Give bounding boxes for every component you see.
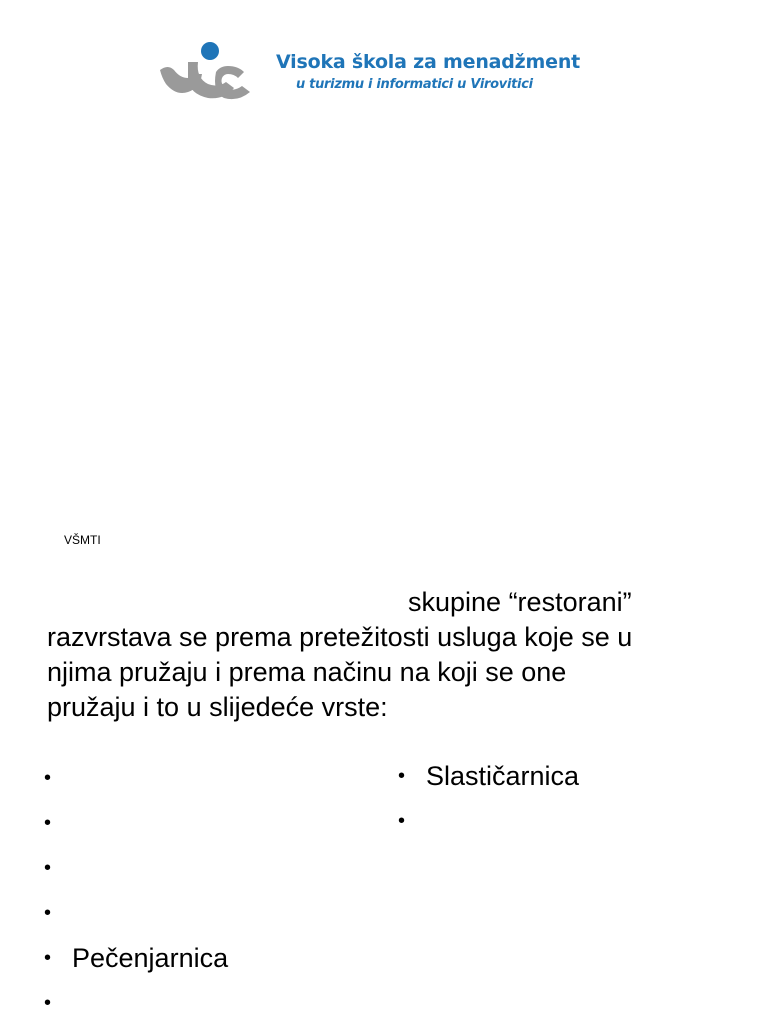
logo-title: Visoka škola za menadžment [276, 51, 581, 73]
paragraph-body: razvrstava se prema pretežitosti usluga koje se u njima pružaju i prema načinu na koji se one pružaju i to u slijedeće vrste: [47, 622, 633, 722]
bullet-icon: • [44, 857, 52, 879]
bullet-icon: • [44, 992, 52, 1014]
school-logo-icon [158, 40, 268, 102]
intro-paragraph [47, 585, 737, 725]
list-item [44, 846, 228, 891]
bullet-icon: • [398, 810, 406, 832]
right-category-list [398, 754, 579, 844]
paragraph-lead: skupine “restorani” [408, 587, 632, 617]
institution-abbreviation: VŠMTI [64, 533, 101, 547]
bullet-icon: • [44, 902, 52, 924]
list-item [44, 891, 228, 936]
school-logo [158, 40, 588, 102]
list-item [398, 799, 579, 844]
left-category-list [44, 756, 228, 1026]
list-item [44, 936, 228, 981]
bullet-icon: • [44, 947, 52, 969]
list-item [44, 801, 228, 846]
bullet-icon: • [398, 765, 406, 787]
list-item [398, 754, 579, 799]
list-item-label: Pečenjarnica [72, 943, 229, 973]
bullet-icon: • [44, 767, 52, 789]
list-item-label: Slastičarnica [426, 761, 580, 791]
logo-subtitle: u turizmu i informatici u Virovitici [296, 77, 533, 92]
bullet-icon: • [44, 812, 52, 834]
list-item [44, 981, 228, 1026]
list-item [44, 756, 228, 801]
